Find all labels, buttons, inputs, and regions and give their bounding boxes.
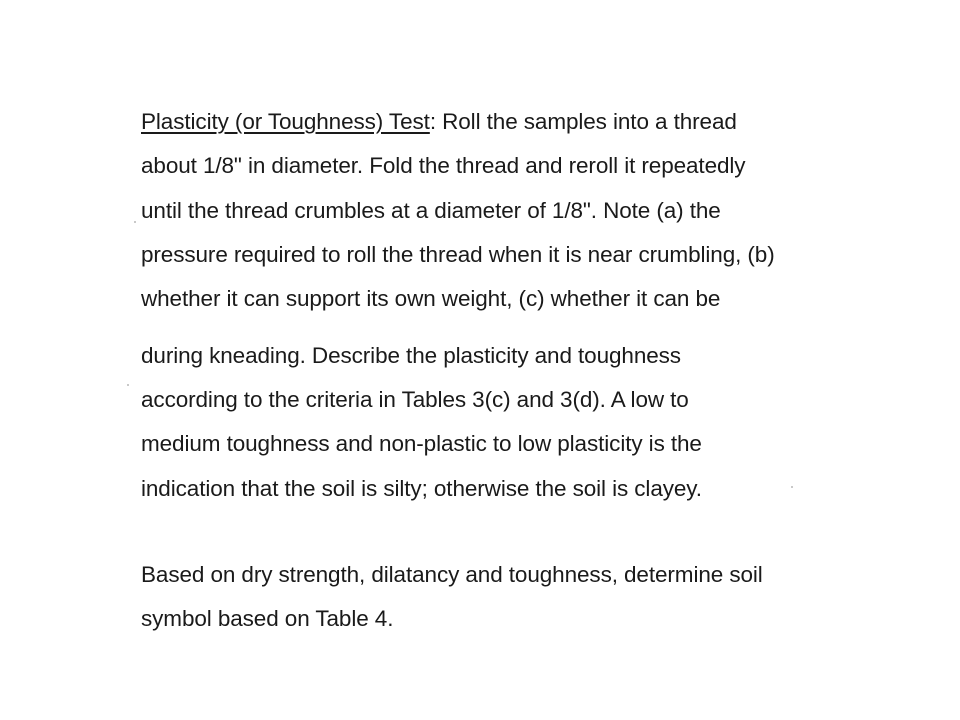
paragraph-2-line-4: indication that the soil is silty; otherwise the soil is clayey. bbox=[141, 476, 702, 501]
heading-suffix: : Roll the samples into a thread bbox=[429, 109, 737, 134]
paragraph-1-line-2: about 1/8" in diameter. Fold the thread and reroll it repeatedly bbox=[141, 153, 746, 178]
paragraph-2-line-3: medium toughness and non-plastic to low plasticity is the bbox=[141, 431, 702, 456]
scan-speck bbox=[127, 384, 129, 386]
paragraph-3-line-1: Based on dry strength, dilatancy and toughness, determine soil bbox=[141, 562, 763, 587]
paragraph-1-line-1 bbox=[141, 108, 737, 136]
paragraph-2-line-1: during kneading. Describe the plasticity and toughness bbox=[141, 343, 681, 368]
paragraph-3-line-2: symbol based on Table 4. bbox=[141, 606, 394, 631]
paragraph-1-line-3: until the thread crumbles at a diameter of 1/8". Note (a) the bbox=[141, 198, 721, 223]
scan-speck bbox=[134, 221, 136, 223]
section-heading: Plasticity (or Toughness) Test bbox=[141, 109, 430, 134]
paragraph-1-line-4: pressure required to roll the thread when it is near crumbling, (b) bbox=[141, 242, 775, 267]
paragraph-2-line-2: according to the criteria in Tables 3(c) and 3(d). A low to bbox=[141, 387, 689, 412]
paragraph-1-line-5: whether it can support its own weight, (c) whether it can be bbox=[141, 286, 721, 311]
scan-speck bbox=[791, 486, 793, 488]
